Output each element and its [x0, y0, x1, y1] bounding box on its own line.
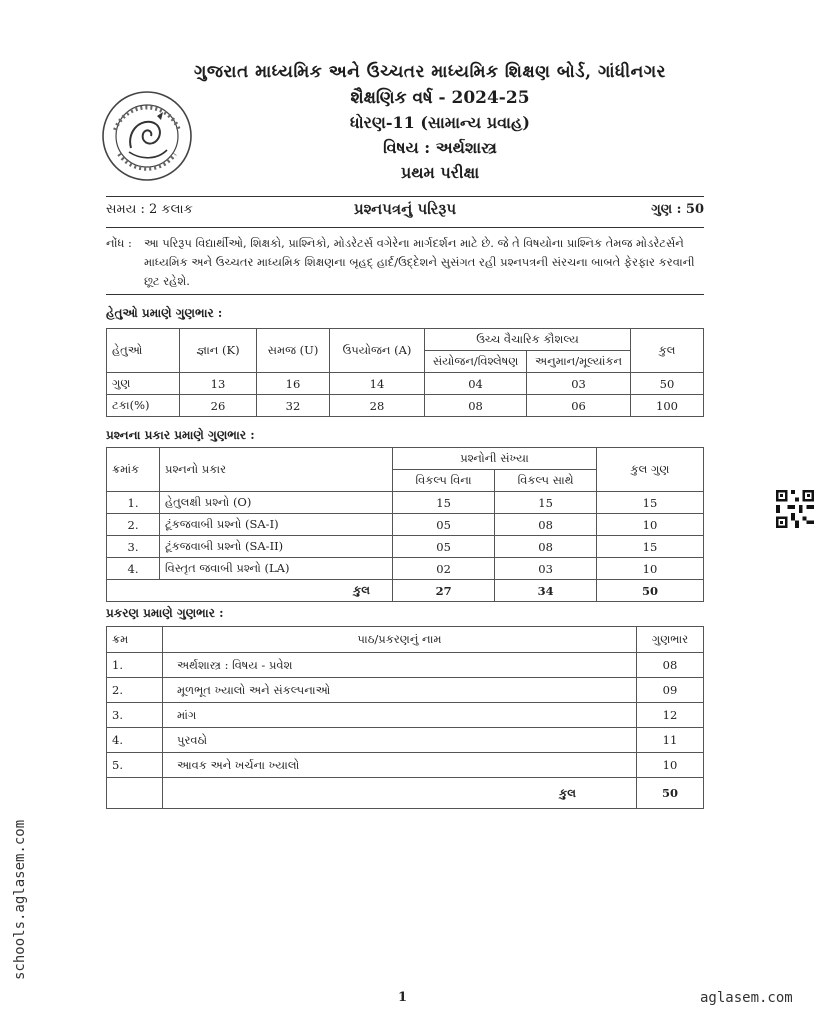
- cell: 08: [495, 536, 597, 558]
- paper-title: પ્રશ્નપત્રનું પરિરૂપ: [353, 200, 457, 218]
- cell: 13: [180, 373, 257, 395]
- board-name: ગુજરાત માધ્યમિક અને ઉચ્ચતર માધ્યમિક શિક્ષણ બોર્ડ, ગાંધીનગર: [194, 62, 666, 82]
- cell: 1.: [107, 492, 160, 514]
- watermark: aglasem.com: [700, 990, 793, 1006]
- table-row: [107, 558, 704, 580]
- cell: 05: [393, 514, 495, 536]
- header-cell: ઉપયોજન (A): [330, 329, 425, 373]
- cell: 3.: [107, 536, 160, 558]
- cell: પુરવઠો: [163, 728, 637, 753]
- table-row: [107, 678, 704, 703]
- cell: 5.: [107, 753, 163, 778]
- note-text: આ પરિરૂપ વિદ્યાર્થીઓ, શિક્ષકો, પ્રાશ્નિકો, મોડરેટર્સ વગેરેના માર્ગદર્શન માટે છે. જે તે વિષયોના પ્રાશ્નિક તેમજ મોડરેટર્સને માધ્યમિક અને ઉચ્ચતર માધ્યમિક શિક્ષણના બૃહદ્ હાર્દ/ઉદ્દેશને સુસંગત રહી પ્રશ્નપત્રની સંરચના બાબતે ફેરફાર કરવાની છૂટ રહેશે.: [144, 236, 695, 288]
- table-row: [107, 536, 704, 558]
- table-row: [107, 492, 704, 514]
- cell: 15: [393, 492, 495, 514]
- cell: 100: [631, 395, 704, 417]
- cell: 10: [597, 514, 704, 536]
- total-label: કુલ: [163, 778, 637, 809]
- cell: 50: [597, 580, 704, 602]
- cell: 08: [425, 395, 527, 417]
- row-label: ટકા(%): [107, 395, 180, 417]
- cell: 02: [393, 558, 495, 580]
- header-cell: ઉચ્ચ વૈચારિક કૌશલ્ય: [425, 329, 631, 351]
- table-row: [107, 778, 704, 809]
- cell: 14: [330, 373, 425, 395]
- table-row: [107, 580, 704, 602]
- header-cell: સંયોજન/વિશ્લેષણ: [425, 351, 527, 373]
- type-section-title: પ્રશ્નના પ્રકાર પ્રમાણે ગુણભાર :: [106, 428, 255, 442]
- header-cell: ક્રમ: [107, 627, 163, 653]
- cell: ટૂંકજવાબી પ્રશ્નો (SA-I): [160, 514, 393, 536]
- header-cell: ગુણભાર: [637, 627, 704, 653]
- header-cell: અનુમાન/મૂલ્યાંકન: [527, 351, 631, 373]
- total-label: કુલ: [107, 580, 393, 602]
- cell: [107, 778, 163, 809]
- cell: 15: [495, 492, 597, 514]
- objective-table: [106, 328, 704, 417]
- table-row: [107, 373, 704, 395]
- cell: વિસ્તૃત જવાબી પ્રશ્નો (LA): [160, 558, 393, 580]
- cell: અર્થશાસ્ત્ર : વિષય - પ્રવેશ: [163, 653, 637, 678]
- cell: 09: [637, 678, 704, 703]
- cell: મૂળભૂત ખ્યાલો અને સંકલ્પનાઓ: [163, 678, 637, 703]
- header-cell: પ્રશ્નનો પ્રકાર: [160, 448, 393, 492]
- cell: 50: [637, 778, 704, 809]
- row-label: ગુણ: [107, 373, 180, 395]
- top-rule: [106, 196, 704, 197]
- header-cell: કુલ: [631, 329, 704, 373]
- cell: 2.: [107, 514, 160, 536]
- meta-rule: [106, 227, 704, 228]
- cell: 50: [631, 373, 704, 395]
- cell: 34: [495, 580, 597, 602]
- cell: 03: [527, 373, 631, 395]
- cell: 16: [257, 373, 330, 395]
- header-cell: વિકલ્પ સાથે: [495, 470, 597, 492]
- cell: 4.: [107, 558, 160, 580]
- cell: 08: [637, 653, 704, 678]
- table-row: [107, 653, 704, 678]
- note-rule: [106, 294, 704, 295]
- cell: 11: [637, 728, 704, 753]
- qr-code-icon: [776, 490, 814, 528]
- cell: 26: [180, 395, 257, 417]
- academic-year: શૈક્ષણિક વર્ષ - 2024-25: [350, 88, 530, 108]
- standard: ધોરણ-11 (સામાન્ય પ્રવાહ): [350, 113, 530, 132]
- chapter-table: [106, 626, 704, 809]
- header-cell: સમજ (U): [257, 329, 330, 373]
- cell: 4.: [107, 728, 163, 753]
- cell: 08: [495, 514, 597, 536]
- table-row: [107, 703, 704, 728]
- cell: 15: [597, 492, 704, 514]
- chapter-section-title: પ્રકરણ પ્રમાણે ગુણભાર :: [106, 606, 224, 620]
- cell: 27: [393, 580, 495, 602]
- header-cell: જ્ઞાન (K): [180, 329, 257, 373]
- note-label: નોંધ :: [106, 236, 132, 250]
- table-row: [107, 329, 704, 351]
- board-seal-logo: [101, 90, 193, 182]
- header-cell: પાઠ/પ્રકરણનું નામ: [163, 627, 637, 653]
- side-watermark: schools.aglasem.com: [12, 819, 28, 980]
- page-number: 1: [398, 990, 408, 1005]
- header-cell: પ્રશ્નોની સંખ્યા: [393, 448, 597, 470]
- note-block: [106, 234, 704, 291]
- exam-name: પ્રથમ પરીક્ષા: [400, 163, 480, 182]
- cell: 1.: [107, 653, 163, 678]
- time-info: સમય : 2 કલાક: [106, 202, 193, 217]
- cell: 3.: [107, 703, 163, 728]
- question-type-table: [106, 447, 704, 602]
- cell: 2.: [107, 678, 163, 703]
- cell: 06: [527, 395, 631, 417]
- cell: 15: [597, 536, 704, 558]
- cell: 03: [495, 558, 597, 580]
- table-row: [107, 395, 704, 417]
- header-cell: વિકલ્પ વિના: [393, 470, 495, 492]
- cell: 10: [597, 558, 704, 580]
- cell: 12: [637, 703, 704, 728]
- header-cell: ક્રમાંક: [107, 448, 160, 492]
- cell: 05: [393, 536, 495, 558]
- objective-section-title: હેતુઓ પ્રમાણે ગુણભાર :: [106, 306, 223, 320]
- cell: હેતુલક્ષી પ્રશ્નો (O): [160, 492, 393, 514]
- table-row: [107, 514, 704, 536]
- cell: 28: [330, 395, 425, 417]
- header-cell: હેતુઓ: [107, 329, 180, 373]
- table-row: [107, 448, 704, 470]
- subject: વિષય : અર્થશાસ્ત્ર: [383, 138, 497, 157]
- table-row: [107, 728, 704, 753]
- cell: ટૂંકજવાબી પ્રશ્નો (SA-II): [160, 536, 393, 558]
- cell: આવક અને ખર્ચના ખ્યાલો: [163, 753, 637, 778]
- meta-row: [106, 200, 704, 222]
- table-row: [107, 753, 704, 778]
- cell: 04: [425, 373, 527, 395]
- total-marks: ગુણ : 50: [651, 202, 704, 217]
- header-cell: કુલ ગુણ: [597, 448, 704, 492]
- cell: માંગ: [163, 703, 637, 728]
- cell: 32: [257, 395, 330, 417]
- table-row: [107, 627, 704, 653]
- cell: 10: [637, 753, 704, 778]
